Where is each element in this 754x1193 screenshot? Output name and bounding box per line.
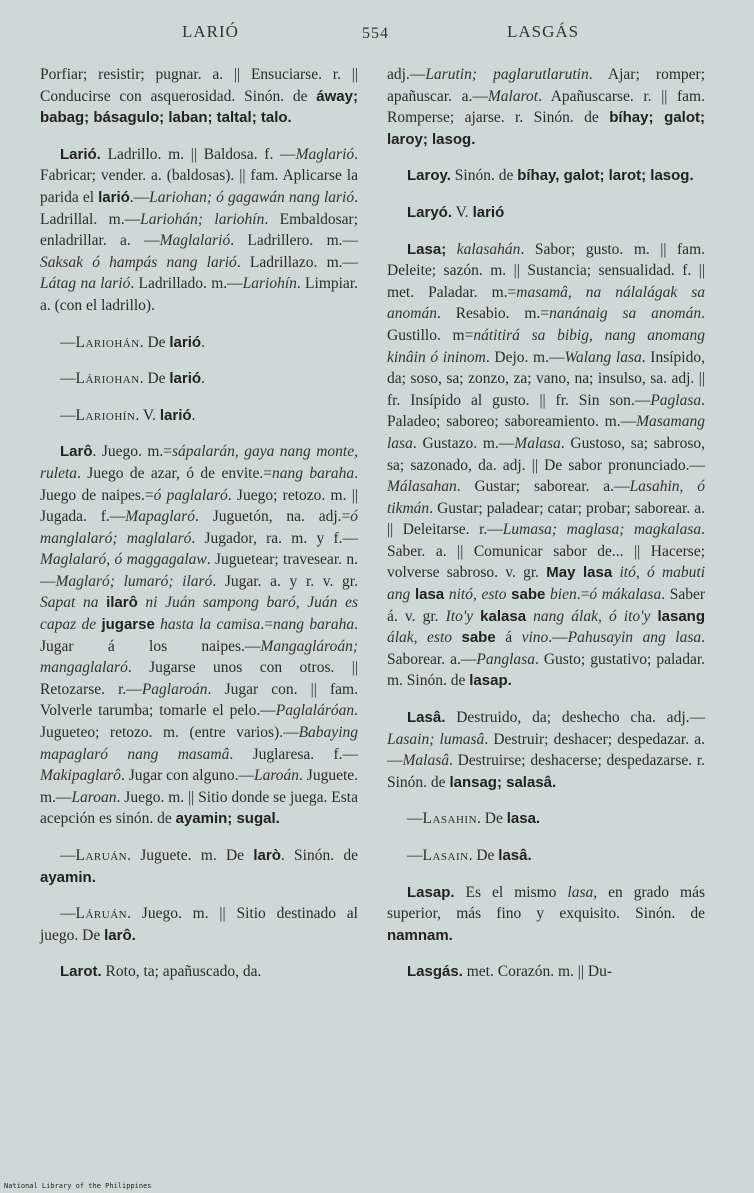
dictionary-entry: Larô. Juego. m.=sápalarán, gaya nang monte, ruleta. Juego de azar, ó de envite.=nang baraha. Juego de naipes.=ó paglalaró. Juego; retozo. m. || Jugada. f.—Mapaglaró. Juguetón, na. adj.=ó manglalaró; maglalaró. Jugador, ra. m. y f.—Maglalaró, ó maggagalaw. Juguetear; travesear. n.—Maglaró; lumaró; ilaró. Jugar. a. y r. v. gr. Sapat na ilarô ni Juán sampong baró, Juán es capaz de jugarse hasta la camisa.=nang baraha. Jugar á los naipes.—Mangaglároán; mangaglalaró. Jugarse unos con otros. || Retozarse. r.—Paglaroán. Jugar con. || fam. Volverle tarumba; tomarle el pelo.—Paglaláróan. Jugueteo; retozo. m. (entre varios).—Babaying mapaglaró nang masamâ. Juglaresa. f.—Makipaglarô. Jugar con alguno.—Laroán. Juguete. m.—Laroan. Juego. m. || Sitio donde se juega. Esta acepción es sinón. de ayamin; sugal. xyxy=(40,443,359,828)
dictionary-entry: —Lasain. De lasâ. xyxy=(407,847,532,864)
dictionary-entry: Porfiar; resistir; pugnar. a. || Ensuciarse. r. || Conducirse con asquerosidad. Sinón. de áway; babag; básagulo; laban; taltal; talo. xyxy=(40,66,358,127)
dictionary-entry: Laroy. Sinón. de bíhay, galot; larot; lasog. xyxy=(407,167,694,185)
dictionary-entry: —Láriohan. De larió. xyxy=(60,370,205,388)
running-header xyxy=(0,22,754,50)
dictionary-entry: Lasgás. met. Corazón. m. || Du- xyxy=(407,963,612,981)
dictionary-entry: —Lariohín. V. larió. xyxy=(60,406,196,424)
dictionary-entry: —Lasahin. De lasa. xyxy=(407,810,541,828)
dictionary-entry: Lasap. Es el mismo lasa, en grado más superior, más fino y exquisito. Sinón. de namnam. xyxy=(387,883,706,944)
left-column xyxy=(40,64,358,998)
dictionary-entry: —Laruán. Juguete. m. De larò. Sinón. de ayamin. xyxy=(40,847,358,886)
dictionary-entry: Lasâ. Destruido, da; deshecho cha. adj.—Lasain; lumasâ. Destruir; deshacer; despedazar. a.—Malasâ. Destruirse; deshacerse; despedazarse. r. Sinón. de lansag; salasâ. xyxy=(387,709,706,791)
right-column xyxy=(387,64,705,998)
header-right-guideword: LASGÁS xyxy=(507,22,580,41)
dictionary-entry: —Láruán. Juego. m. || Sitio destinado al juego. De larô. xyxy=(40,905,358,944)
dictionary-entry: Larió. Ladrillo. m. || Baldosa. f. —Maglarió. Fabricar; vender. a. (baldosas). || fam. Aplicarse la parida el larió.—Lariohan; ó gagawán nang larió. Ladrillal. m.—Lariohán; lariohín. Embaldosar; enladrillar. a. —Maglalarió. Ladrillero. m.—Saksak ó hampás nang larió. Ladrillazo. m.—Látag na larió. Ladrillado. m.—Lariohín. Limpiar. a. (con el ladrillo). xyxy=(40,145,359,314)
dictionary-entry: —Lariohán. De larió. xyxy=(60,333,205,351)
library-footer: National Library of the Philippines xyxy=(4,1182,152,1190)
page-number: 554 xyxy=(362,25,389,42)
header-left-guideword: LARIÓ xyxy=(182,22,239,41)
dictionary-entry: Laryó. V. larió xyxy=(407,203,505,221)
dictionary-entry: Lasa; kalasahán. Sabor; gusto. m. || fam. Deleite; sazón. m. || Sustancia; sensualidad. f. || met. Paladar. m.=masamâ, na nálalágak sa anomán. Resabio. m.=nanánaig sa anomán. Gustillo. m=nátitirá sa bibig, nang anomang kinâin ó ininom. Dejo. m.—Walang lasa. Insípido, da; soso, sa; zonzo, za; vano, na; insulso, sa. adj. || fr. Insípido al gusto. || fr. Sin son.—Paglasa. Paladeo; saboreo; saboreamiento. m.—Masamang lasa. Gustazo. m.—Malasa. Gustoso, sa; sabroso, sa; sazonado, da. adj. || De sabor pronunciado.—Málasahan. Gustar; saborear. a.—Lasahin, ó tikmán. Gustar; paladear; catar; probar; saborear. a. || Deleitarse. r.—Lumasa; maglasa; magkalasa. Saber. a. || Comunicar sabor de... || Hacerse; volverse sabroso. v. gr. May lasa itó, ó mabuti ang lasa nitó, esto sabe bien.=ó mákalasa. Saber á. v. gr. Ito'y kalasa nang álak, ó ito'y lasang álak, esto sabe á vino.—Pahusayin ang lasa. Saborear. a.—Panglasa. Gusto; gustativo; paladar. m. Sinón. de lasap. xyxy=(387,240,706,690)
dictionary-entry: Larot. Roto, ta; apañuscado, da. xyxy=(60,963,262,981)
dictionary-entry: adj.—Larutin; paglarutlarutin. Ajar; romper; apañuscar. a.—Malarot. Apañuscarse. r. || fam. Romperse; ajarse. r. Sinón. de bíhay; galot; laroy; lasog. xyxy=(387,66,706,148)
